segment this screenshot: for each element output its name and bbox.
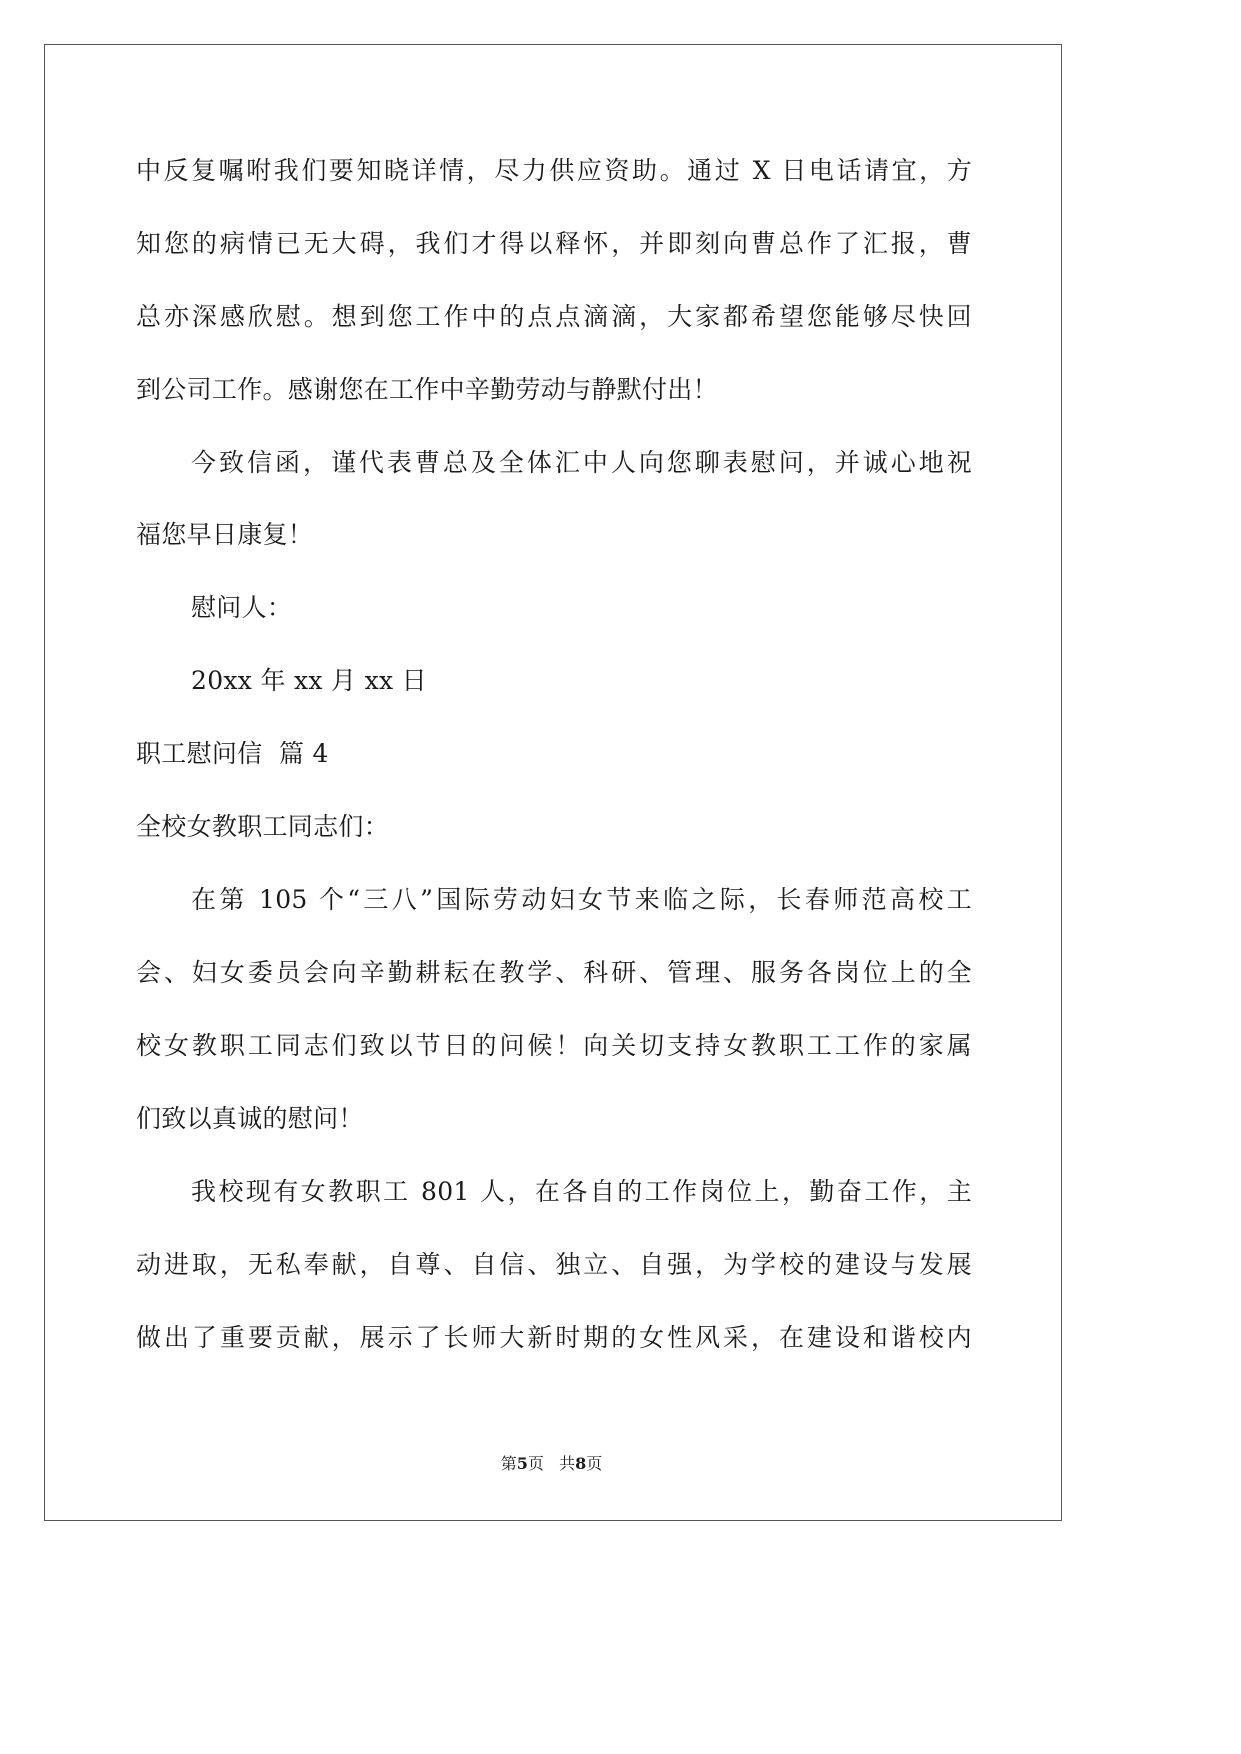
paragraph-3-line-1: 在第 105 个“三八”国际劳动妇女节来临之际，长春师范高校工: [191, 885, 972, 914]
paragraph-4-line-2: 动进取，无私奉献，自尊、自信、独立、自强，为学校的建设与发展: [136, 1250, 972, 1279]
footer-middle: 页 共: [527, 1454, 576, 1473]
paragraph-3-line-4: 们致以真诚的慰问！: [136, 1104, 364, 1133]
paragraph-3-line-3: 校女教职工同志们致以节日的问候！向关切支持女教职工工作的家属: [136, 1031, 972, 1060]
paragraph-4-line-3: 做出了重要贡献，展示了长师大新时期的女性风采，在建设和谐校内: [136, 1323, 972, 1352]
page-footer: [0, 1454, 1103, 1474]
paragraph-1-line-3: 总亦深感欣慰。想到您工作中的点点滴滴，大家都希望您能够尽快回: [136, 302, 972, 331]
paragraph-4-line-1: 我校现有女教职工 801 人，在各自的工作岗位上，勤奋工作，主: [191, 1177, 972, 1206]
footer-prefix: 第: [500, 1454, 517, 1473]
salutation: 全校女教职工同志们：: [136, 812, 390, 841]
paragraph-2-line-2: 福您早日康复！: [136, 520, 314, 549]
paragraph-1-line-2: 知您的病情已无大碍，我们才得以释怀，并即刻向曹总作了汇报，曹: [136, 229, 972, 258]
paragraph-2-line-1: 今致信函，谨代表曹总及全体汇中人向您聊表慰问，并诚心地祝: [191, 448, 972, 477]
total-page-number: 8: [575, 1454, 587, 1473]
paragraph-1-line-4: 到公司工作。感谢您在工作中辛勤劳动与静默付出！: [136, 375, 718, 404]
paragraph-1-line-1: 中反复嘱咐我们要知晓详情，尽力供应资助。通过 X 日电话请宜，方: [136, 156, 972, 185]
signature-label: 慰问人：: [191, 593, 293, 622]
current-page-number: 5: [516, 1454, 528, 1473]
section-heading: 职工慰问信 篇 4: [136, 739, 329, 768]
paragraph-3-line-2: 会、妇女委员会向辛勤耕耘在教学、科研、管理、服务各岗位上的全: [136, 958, 972, 987]
footer-suffix: 页: [586, 1454, 603, 1473]
page-frame: [44, 44, 1062, 1521]
letter-date: 20xx 年 xx 月 xx 日: [191, 666, 427, 695]
